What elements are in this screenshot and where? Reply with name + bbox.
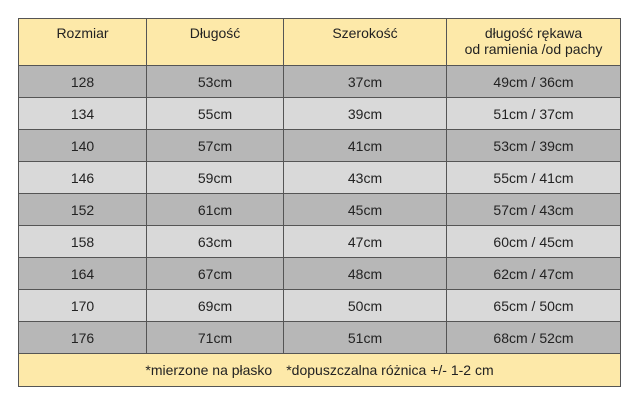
cell-size: 152 (19, 194, 147, 226)
cell-length: 57cm (147, 130, 284, 162)
cell-width: 45cm (284, 194, 447, 226)
header-sleeve-line1: długość rękawa (484, 25, 583, 41)
cell-length: 53cm (147, 66, 284, 98)
header-size: Rozmiar (19, 19, 147, 66)
cell-width: 51cm (284, 322, 447, 354)
header-width: Szerokość (284, 19, 447, 66)
cell-length: 71cm (147, 322, 284, 354)
table-row (19, 226, 621, 258)
header-sleeve (447, 19, 621, 66)
table-row (19, 322, 621, 354)
header-length: Długość (147, 19, 284, 66)
cell-length: 55cm (147, 98, 284, 130)
cell-sleeve: 68cm / 52cm (447, 322, 621, 354)
table-row (19, 194, 621, 226)
cell-sleeve: 57cm / 43cm (447, 194, 621, 226)
cell-sleeve: 62cm / 47cm (447, 258, 621, 290)
size-chart-table (18, 18, 621, 387)
header-row (19, 19, 621, 66)
footer-row (19, 354, 621, 387)
cell-size: 134 (19, 98, 147, 130)
cell-sleeve: 49cm / 36cm (447, 66, 621, 98)
cell-sleeve: 51cm / 37cm (447, 98, 621, 130)
table-row (19, 162, 621, 194)
note-flat: *mierzone na płasko (145, 362, 273, 378)
cell-sleeve: 60cm / 45cm (447, 226, 621, 258)
table-row (19, 258, 621, 290)
cell-sleeve: 53cm / 39cm (447, 130, 621, 162)
cell-width: 48cm (284, 258, 447, 290)
cell-size: 164 (19, 258, 147, 290)
cell-size: 176 (19, 322, 147, 354)
table-row (19, 130, 621, 162)
cell-length: 59cm (147, 162, 284, 194)
cell-size: 170 (19, 290, 147, 322)
cell-length: 69cm (147, 290, 284, 322)
cell-width: 41cm (284, 130, 447, 162)
cell-width: 39cm (284, 98, 447, 130)
cell-length: 67cm (147, 258, 284, 290)
cell-size: 146 (19, 162, 147, 194)
header-sleeve-line2: od ramienia /od pachy (464, 41, 603, 57)
cell-width: 43cm (284, 162, 447, 194)
cell-size: 158 (19, 226, 147, 258)
cell-width: 47cm (284, 226, 447, 258)
cell-width: 50cm (284, 290, 447, 322)
table-row (19, 98, 621, 130)
table-row (19, 290, 621, 322)
cell-sleeve: 55cm / 41cm (447, 162, 621, 194)
cell-size: 128 (19, 66, 147, 98)
note-tolerance: *dopuszczalna różnica +/- 1-2 cm (286, 362, 494, 378)
table-row (19, 66, 621, 98)
cell-length: 61cm (147, 194, 284, 226)
cell-width: 37cm (284, 66, 447, 98)
cell-sleeve: 65cm / 50cm (447, 290, 621, 322)
cell-size: 140 (19, 130, 147, 162)
cell-length: 63cm (147, 226, 284, 258)
footer-notes (19, 354, 621, 387)
